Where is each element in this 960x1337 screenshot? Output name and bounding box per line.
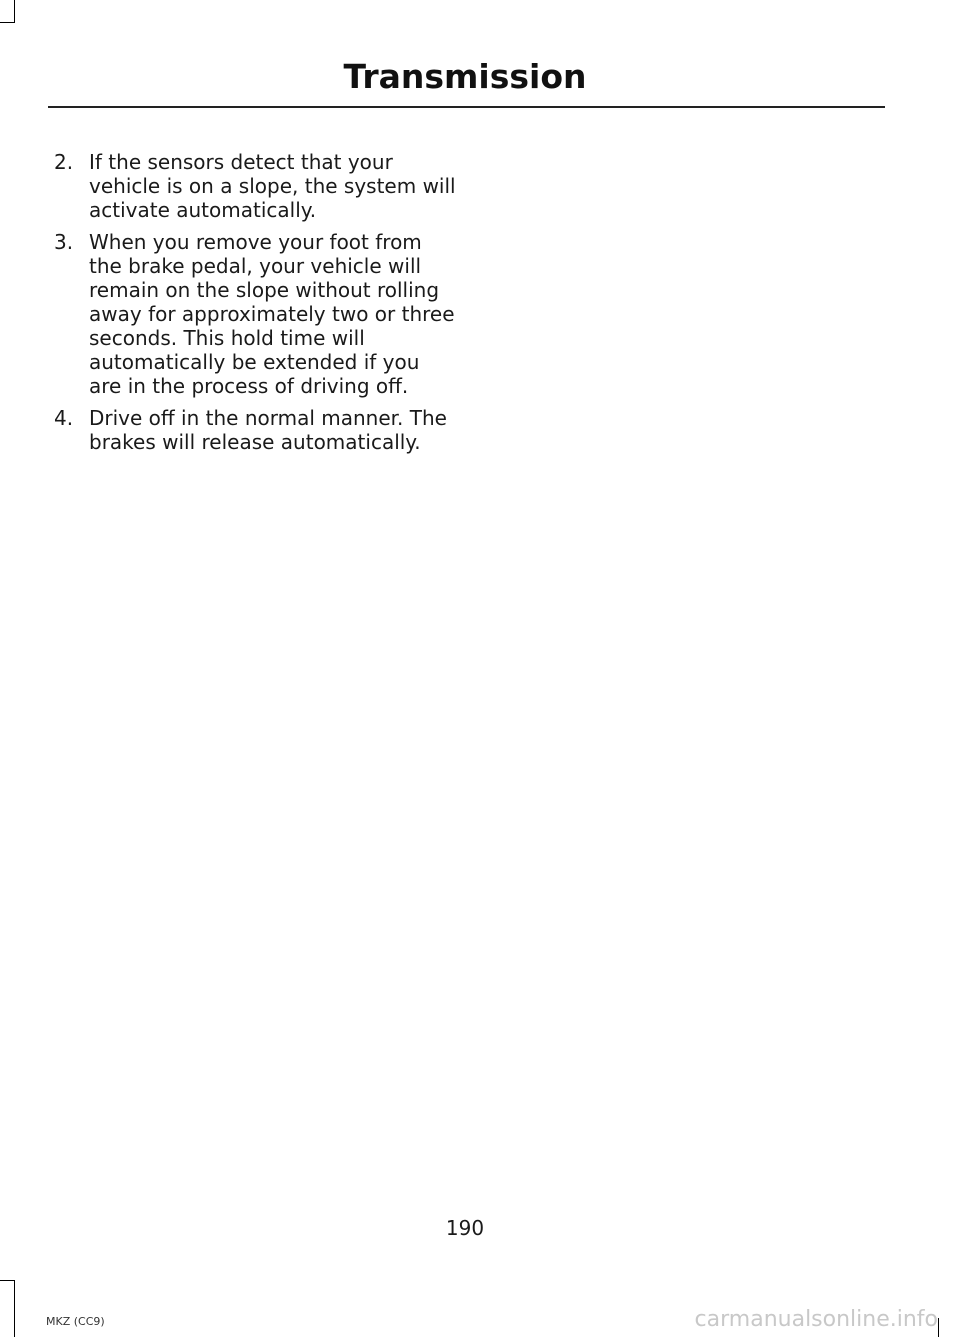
crop-mark-top-left-horizontal xyxy=(0,22,15,23)
crop-mark-top-left-vertical xyxy=(14,0,15,22)
page-title: Transmission xyxy=(343,57,587,96)
step-text: If the sensors detect that your vehicle is on a slope, the system will activate automatically. xyxy=(89,150,456,222)
step-number: 2. xyxy=(54,150,74,174)
watermark: carmanualsonline.info xyxy=(694,1307,938,1332)
list-item xyxy=(48,406,458,454)
step-number: 3. xyxy=(54,230,74,254)
crop-mark-bottom-left-vertical xyxy=(14,1280,15,1337)
header-rule xyxy=(48,106,885,108)
steps-list xyxy=(48,150,458,462)
list-item xyxy=(48,230,458,398)
list-item xyxy=(48,150,458,222)
page-number: 190 xyxy=(445,1216,485,1240)
step-text: When you remove your foot from the brake pedal, your vehicle will remain on the slope without rolling away for approximately two or three seconds. This hold time will automatically be extended if you are in the process of driving off. xyxy=(89,230,455,398)
step-text: Drive off in the normal manner. The brakes will release automatically. xyxy=(89,406,447,454)
step-number: 4. xyxy=(54,406,74,430)
crop-mark-bottom-right-vertical xyxy=(938,1318,939,1337)
crop-mark-bottom-left-horizontal xyxy=(0,1280,15,1281)
footer-model-code: MKZ (CC9) xyxy=(46,1315,105,1328)
